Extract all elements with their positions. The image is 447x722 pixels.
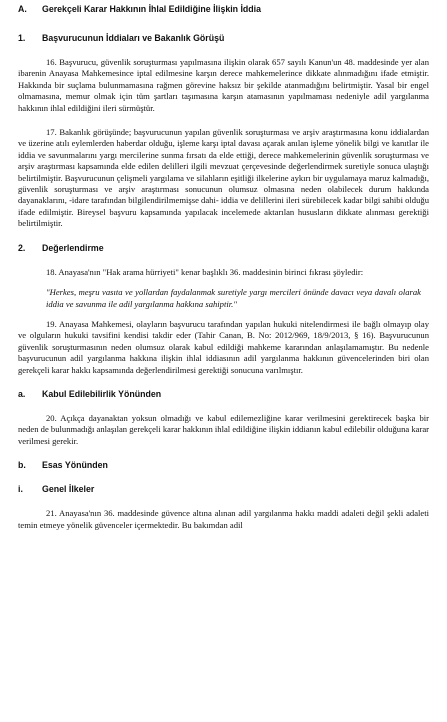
paragraph-16: 16. Başvurucu, güvenlik soruşturması yapılmasına ilişkin olarak 657 sayılı Kanun'un 48. maddesinde yer alan ibarenin Anayasa Mahkemesince iptal edilmesine karşın derece mahkemelerince dikkate alınmadığını ifade etmiştir. Hakkında bir suçlama bulunmamasına rağmen görevine haksız bir şekilde atanmadığını belirtmiştir. Yasal bir engel olmamasına, memur olmak için tüm şartları taşımasına karşın atamasının yapılmaması nedeniyle adil yargılanma hakkının ihlal edildiğini ileri sürmüştür. [18,57,429,113]
subsection-heading-1 [18,33,429,44]
paragraph-19: 19. Anayasa Mahkemesi, olayların başvurucu tarafından yapılan hukuki nitelendirmesi ile bağlı olmayıp olay ve olguların hukuki tavsifini kendisi takdir eder (Tahir Canan, B. No: 2012/969, 18/9/2013, § 16). Başvurucunun güvenlik soruşturmasının neden olumsuz olarak kabul edildiği mahkeme kararından anlaşılamamıştır. Bu nedenle başvurucunun adil yargılanma hakkına ilişkin ihlal iddiasının adil yargılanma hakkının güvencelerinden biri olan gerekçeli karar hakkı kapsamında değerlendirilmesi gerektiği sonucuna varılmıştır. [18,318,429,375]
subsection-heading-2 [18,243,429,254]
subsection-number: 2. [18,242,26,253]
subsection-title: Başvurucunun İddiaları ve Bakanlık Görüşü [42,33,225,43]
paragraph-20: 20. Açıkça dayanaktan yoksun olmadığı ve kabul edilemezliğine karar verilmesini gerektirecek başka bir neden de bulunmadığı anlaşılan gerekçeli karar hakkının ihlal edildiğine ilişkin iddianın kabul edilebilir olduğuna karar verilmesi gerekir. [18,412,429,446]
subheading-title: Kabul Edilebilirlik Yönünden [42,388,162,399]
subheading-title: Esas Yönünden [42,460,108,471]
subheading-number: b. [18,460,26,471]
constitution-quote: "Herkes, meşru vasıta ve yollardan faydalanmak suretiyle yargı mercileri önünde davacı veya davalı olarak iddia ve savunma ile adil yargılanma hakkına sahiptir." [46,287,421,309]
paragraph-18: 18. Anayasa'nın "Hak arama hürriyeti" kenar başlıklı 36. maddesinin birinci fıkrası şöyledir: [46,266,364,277]
subsection-title: Değerlendirme [42,242,104,253]
subsection-number: 1. [18,33,26,43]
subheading-i [18,484,429,495]
section-number: A. [18,4,27,14]
section-heading-a [18,4,429,15]
section-title: Gerekçeli Karar Hakkının İhlal Edildiğine İlişkin İddia [42,4,262,14]
subheading-b [18,460,429,471]
subheading-title: Genel İlkeler [42,484,95,495]
subheading-number: i. [18,484,23,495]
subheading-number: a. [18,388,26,399]
paragraph-21: 21. Anayasa'nın 36. maddesinde güvence altına alınan adil yargılanma hakkı maddi adaleti değil şekli adaleti temin etmeye yönelik güvenceler içermektedir. Bu bakımdan adil [18,508,429,530]
paragraph-17: 17. Bakanlık görüşünde; başvurucunun yapılan güvenlik soruşturması ve arşiv araştırmasına konu iddialardan ve üzerine atılı eylemlerden haberdar olduğu, işleme karşı iptal davası açarak anılan işleme yönelik bilgi ve kanıtlar ile iddia ve savunmalarını yargı mercilerine sunma fırsatı da elde ettiği, derece mahkemelerinin güvenlik soruşturması ve arşiv araştırması kapsamında elde edilen delilleri ilgili mevzuat çerçevesinde değerlendirmek suretiyle sonuca ulaştığı belirtilmiştir. Başvurucunun çelişmeli yargılama ve silahların eşitliği ilkelerine aykırı bir uygulamaya maruz kalmadığı, güvenlik soruşturması ve arşiv araştırması sonucunun olumsuz olmasına neden olabilecek durum hakkında dayanaklarını, -idare tarafından bilgilendirilmemişse dahi- iddia ve delillerini ileri sürebilecek kadar bilgi sahibi olduğu ifade edilmiştir. Bireysel başvuru kapsamında yapılacak incelemede aktarılan hususların dikkate alınması gerektiği belirtilmiştir. [18,127,429,229]
subheading-a [18,389,429,400]
